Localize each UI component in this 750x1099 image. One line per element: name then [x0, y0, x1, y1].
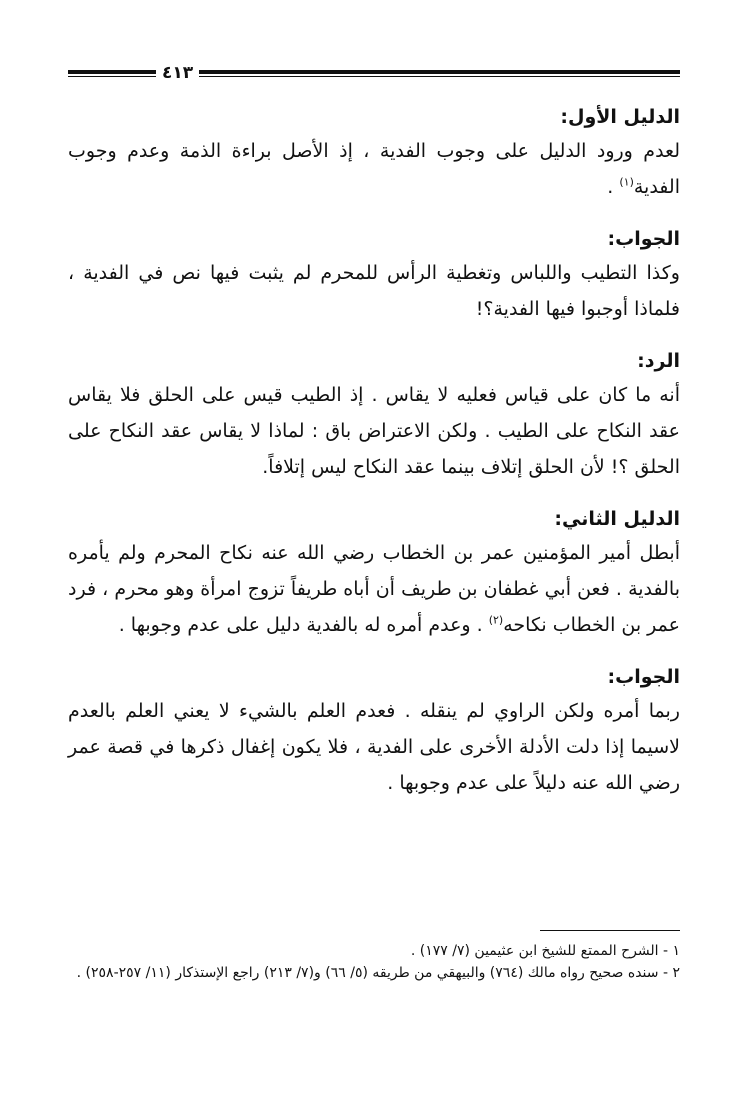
- page-header: [68, 62, 680, 84]
- page-number: ٤١٣: [162, 62, 194, 83]
- section-first-answer: [68, 225, 680, 327]
- paragraph-tail: . وعدم أمره له بالفدية دليل على عدم وجوبها .: [118, 614, 489, 636]
- section-paragraph: وكذا التطيب واللباس وتغطية الرأس للمحرم لم يثبت فيها نص في الفدية ، فلماذا أوجبوا فيها الفدية؟!: [68, 262, 680, 320]
- footnotes: [68, 940, 680, 984]
- footnote-ref: (١): [619, 175, 634, 189]
- section-heading: الرد:: [637, 350, 680, 372]
- section-paragraph: [68, 133, 680, 205]
- header-rule-left: [68, 70, 156, 77]
- header-rule-right: [199, 70, 680, 77]
- section-rebuttal: [68, 347, 680, 485]
- paragraph-tail: .: [607, 176, 620, 198]
- section-paragraph: [68, 535, 680, 643]
- section-heading: الجواب:: [607, 228, 680, 250]
- footnote-divider: [540, 930, 680, 931]
- section-heading: الجواب:: [607, 666, 680, 688]
- section-second-answer: [68, 663, 680, 801]
- section-heading: الدليل الثاني:: [554, 508, 680, 530]
- page-body: [68, 103, 680, 821]
- footnote-item: ١ - الشرح الممتع للشيخ ابن عثيمين (٧/ ١٧٧) .: [410, 943, 680, 959]
- section-paragraph: ربما أمره ولكن الراوي لم ينقله . فعدم العلم بالشيء لا يعني العلم بالعدم لاسيما إذا دلت الأدلة الأخرى على الفدية ، فلا يكون إغفال ذكرها في قصة عمر رضي الله عنه دليلاً على عدم وجوبها .: [68, 700, 680, 794]
- paragraph-text: أبطل أمير المؤمنين عمر بن الخطاب رضي الله عنه نكاح المحرم ولم يأمره بالفدية . فعن أبي غطفان بن طريف أن أباه طريفاً تزوج امرأة وهو محرم ، فرد عمر بن الخطاب نكاحه: [68, 542, 680, 636]
- footnote-item: ٢ - سنده صحيح رواه مالك (٧٦٤) والبيهقي من طريقه (٥/ ٦٦) و(٧/ ٢١٣) راجع الإستذكار (١١/ ٢٥٧-٢٥٨) .: [76, 965, 680, 981]
- section-heading: الدليل الأول:: [560, 106, 680, 128]
- section-second-evidence: [68, 505, 680, 643]
- paragraph-text: لعدم ورود الدليل على وجوب الفدية ، إذ الأصل براءة الذمة وعدم وجوب الفدية: [68, 140, 680, 198]
- section-first-evidence: [68, 103, 680, 205]
- section-paragraph: أنه ما كان على قياس فعليه لا يقاس . إذ الطيب قيس على الحلق فلا يقاس عقد النكاح على الطيب . ولكن الاعتراض باق : لماذا لا يقاس عقد النكاح على الحلق ؟! لأن الحلق إتلاف بينما عقد النكاح ليس إتلافاً.: [68, 384, 680, 478]
- footnote-ref: (٢): [488, 613, 504, 627]
